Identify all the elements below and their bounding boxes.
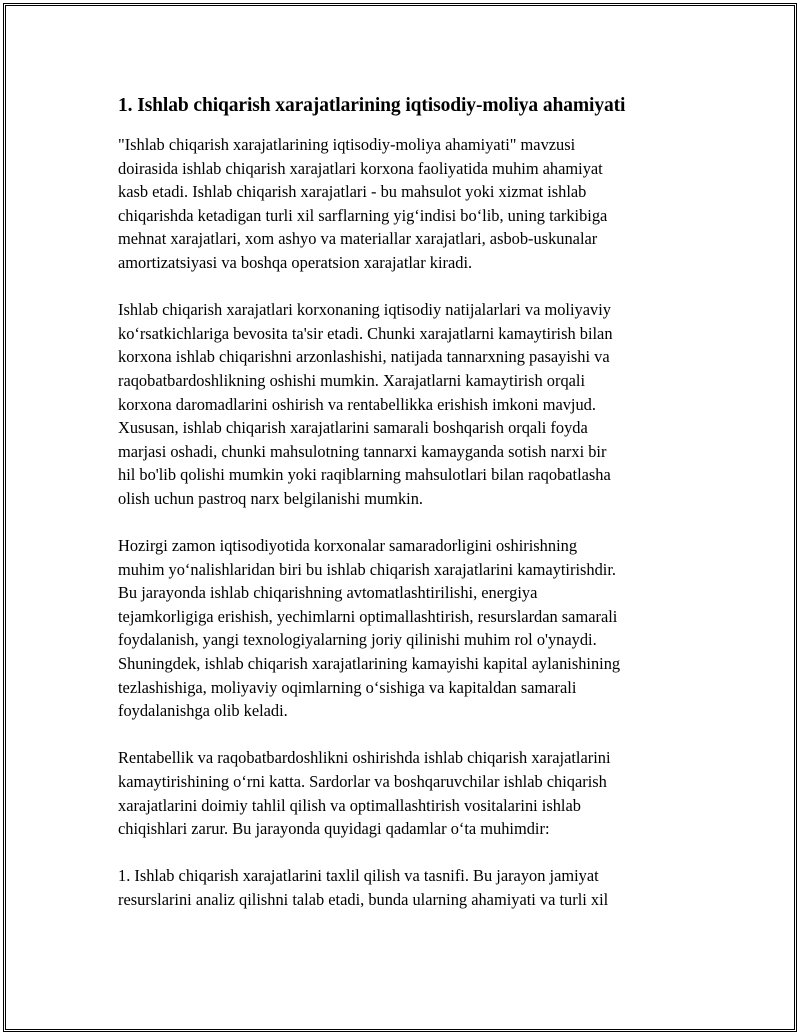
- text-line: olish uchun pastroq narx belgilanishi mumkin.: [118, 488, 424, 508]
- document-body: [118, 92, 688, 935]
- text-line: mehnat xarajatlari, xom ashyo va materiallar xarajatlari, asbob-uskunalar: [118, 229, 598, 249]
- paragraph-4: [118, 746, 688, 840]
- paragraph-5: [118, 864, 688, 911]
- text-line: Bu jarayonda ishlab chiqarishning avtomatlashtirilishi, energiya: [118, 583, 538, 603]
- text-line: tejamkorligiga erishish, yechimlarni optimallashtirish, resurslardan samarali: [118, 606, 618, 626]
- text-line: raqobatbardoshlikning oshishi mumkin. Xarajatlarni kamaytirish orqali: [118, 370, 586, 390]
- text-line: Shuningdek, ishlab chiqarish xarajatlarining kamayishi kapital aylanishining: [118, 654, 621, 674]
- text-line: resurslarini analiz qilishni talab etadi, bunda ularning ahamiyati va turli xil: [118, 890, 609, 909]
- text-line: "Ishlab chiqarish xarajatlarining iqtisodiy-moliya ahamiyati" mavzusi: [118, 135, 576, 154]
- text-line: foydalanish, yangi texnologiyalarning joriy qilinishi muhim rol o'ynaydi.: [118, 630, 597, 650]
- text-line: ko‘rsatkichlariga bevosita ta'sir etadi. Chunki xarajatlarni kamaytirish bilan: [118, 323, 613, 343]
- text-line: doirasida ishlab chiqarish xarajatlari korxona faoliyatida muhim ahamiyat: [118, 158, 603, 178]
- text-line: korxona daromadlarini oshirish va rentabellikka erishish imkoni mavjud.: [118, 394, 596, 414]
- text-line: Xususan, ishlab chiqarish xarajatlarini samarali boshqarish orqali foyda: [118, 418, 588, 438]
- text-line: chiqishlari zarur. Bu jarayonda quyidagi qadamlar o‘ta muhimdir:: [118, 819, 550, 839]
- text-line: chiqarishda ketadigan turli xil sarflarning yig‘indisi bo‘lib, uning tarkibiga: [118, 205, 608, 225]
- text-line: kasb etadi. Ishlab chiqarish xarajatlari - bu mahsulot yoki xizmat ishlab: [118, 182, 587, 202]
- text-line: marjasi oshadi, chunki mahsulotning tannarxi kamayganda sotish narxi bir: [118, 441, 607, 461]
- text-line: Ishlab chiqarish xarajatlari korxonaning iqtisodiy natijalarlari va moliyaviy: [118, 300, 611, 320]
- paragraph-1: [118, 133, 688, 275]
- paragraph-3: [118, 534, 688, 723]
- text-line: Rentabellik va raqobatbardoshlikni oshirishda ishlab chiqarish xarajatlarini: [118, 748, 611, 768]
- text-line: hil bo'lib qolishi mumkin yoki raqiblarning mahsulotlari bilan raqobatlasha: [118, 465, 611, 485]
- text-line: foydalanishga olib keladi.: [118, 701, 288, 721]
- paragraph-2: [118, 298, 688, 510]
- text-line: Hozirgi zamon iqtisodiyotida korxonalar samaradorligini oshirishning: [118, 536, 578, 556]
- text-line: tezlashishiga, moliyaviy oqimlarning o‘sishiga va kapitaldan samarali: [118, 677, 577, 697]
- text-line: xarajatlarini doimiy tahlil qilish va optimallashtirish vositalarini ishlab: [118, 795, 581, 815]
- document-title: 1. Ishlab chiqarish xarajatlarining iqtisodiy-moliya ahamiyati: [118, 95, 626, 116]
- text-line: 1. Ishlab chiqarish xarajatlarini taxlil qilish va tasnifi. Bu jarayon jamiyat: [118, 866, 599, 886]
- text-line: korxona ishlab chiqarishni arzonlashishi, natijada tannarxning pasayishi va: [118, 347, 610, 367]
- text-line: kamaytirishining o‘rni katta. Sardorlar va boshqaruvchilar ishlab chiqarish: [118, 772, 607, 792]
- text-line: amortizatsiyasi va boshqa operatsion xarajatlar kiradi.: [118, 252, 473, 272]
- text-line: muhim yo‘nalishlaridan biri bu ishlab chiqarish xarajatlarini kamaytirishdir.: [118, 559, 616, 579]
